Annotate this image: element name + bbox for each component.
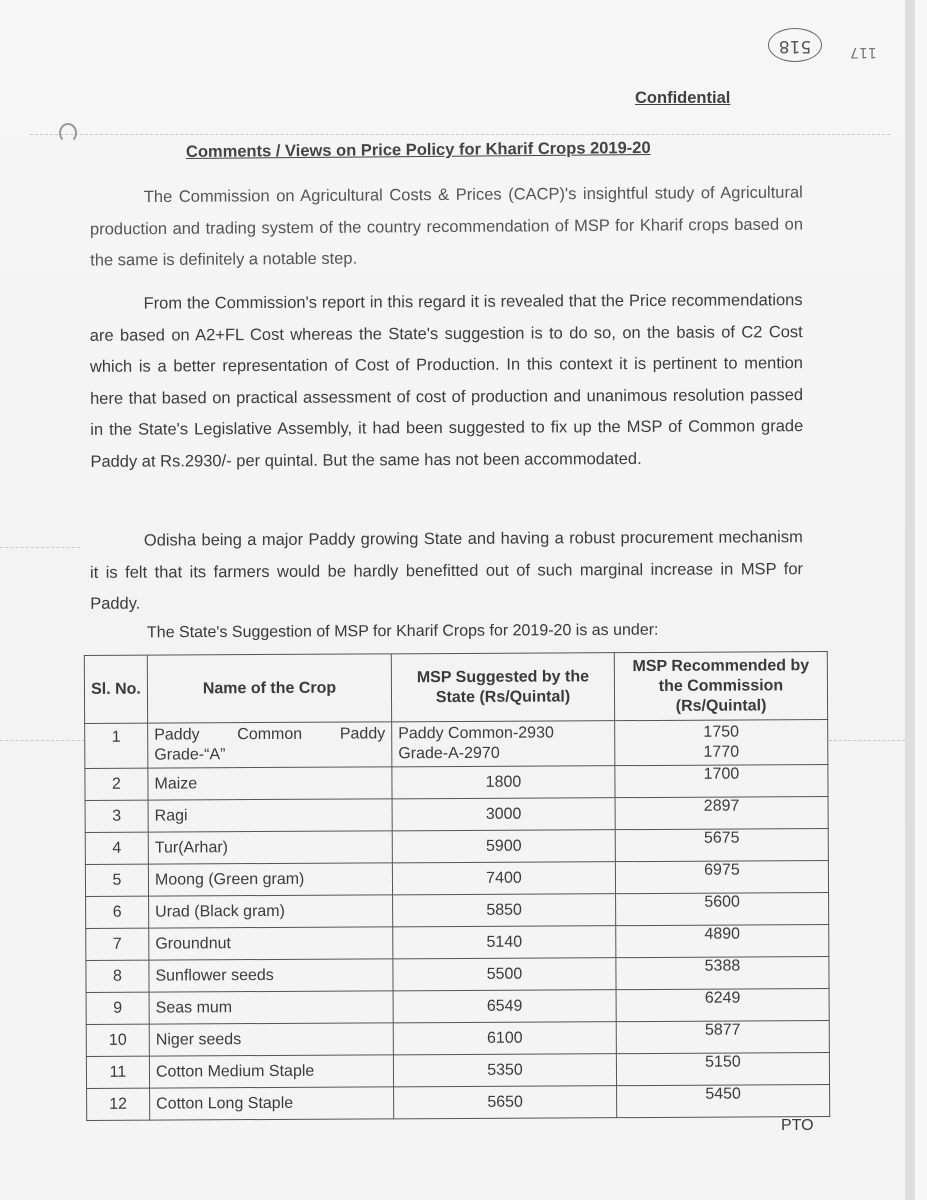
- cell-sl: 12: [87, 1088, 150, 1120]
- table-row: [86, 989, 829, 1025]
- suggested-paddy-common: Paddy Common-2930: [398, 724, 554, 743]
- folio-number-side: 117: [850, 44, 877, 60]
- cell-suggested: 6100: [393, 1022, 616, 1055]
- cell-recommended: [615, 720, 828, 766]
- cell-sl: 3: [85, 800, 148, 832]
- table-row: [86, 957, 829, 993]
- folio-number-circled: 518: [768, 28, 822, 62]
- table-header-row: [84, 652, 827, 724]
- header-msp-suggested: MSP Suggested by the State (Rs/Quintal): [391, 653, 614, 722]
- scan-artifact-line: [829, 740, 905, 741]
- recommended-paddy-common: 1750: [703, 723, 740, 741]
- cell-recommended: 5150: [616, 1053, 829, 1086]
- header-msp-recommended: MSP Recommended by the Commission (Rs/Quintal): [614, 652, 827, 721]
- header-sl-no: Sl. No.: [84, 655, 147, 723]
- table-row: [86, 1053, 829, 1089]
- scan-artifact-line: [0, 740, 85, 741]
- cell-suggested: 5500: [393, 958, 616, 991]
- cell-crop: Seas mum: [149, 991, 393, 1024]
- cell-recommended: 5600: [616, 893, 829, 926]
- please-turn-over-label: PTO: [781, 1117, 814, 1134]
- cell-sl: 2: [85, 768, 148, 800]
- cell-suggested: 5350: [393, 1054, 616, 1087]
- scan-artifact-line: [30, 134, 890, 135]
- cell-recommended: 6249: [616, 989, 829, 1022]
- cell-suggested: 1800: [392, 766, 615, 799]
- scanner-edge-margin: [915, 0, 927, 1200]
- cell-sl: 8: [86, 960, 149, 992]
- header-crop-name: Name of the Crop: [147, 654, 391, 723]
- cell-suggested: 3000: [392, 798, 615, 831]
- table-intro: The State's Suggestion of MSP for Kharif Crops for 2019-20 is as under:: [146, 621, 659, 642]
- cell-suggested: 5140: [393, 926, 616, 959]
- cell-sl: 7: [86, 928, 149, 960]
- table-row: [85, 720, 828, 769]
- cell-recommended: 1700: [615, 765, 828, 798]
- cell-sl: 5: [85, 864, 148, 896]
- cell-recommended: 2897: [615, 797, 828, 830]
- document-title: Comments / Views on Price Policy for Kharif Crops 2019-20: [185, 138, 651, 162]
- cell-suggested: 5900: [392, 830, 615, 863]
- table-row: [85, 829, 828, 865]
- paragraph-cost-basis: From the Commission's report in this regard it is revealed that the Price recommendations are based on A2+FL Cost whereas the State's suggestion is to do so, on the basis of C2 Cost which is a better representation of Cost of Production. In this context it is pertinent to mention here that based on practical assessment of cost of production and unanimous resolution passed in the State's Legislative Assembly, it had been suggested to fix up the MSP of Common grade Paddy at Rs.2930/- per quintal. But the same has not been accommodated.: [89, 291, 804, 471]
- cell-crop: Niger seeds: [149, 1023, 393, 1056]
- cell-recommended: 5388: [616, 957, 829, 990]
- cell-recommended: 5450: [617, 1085, 830, 1118]
- cell-recommended: 6975: [615, 861, 828, 894]
- cell-crop: Cotton Medium Staple: [149, 1055, 393, 1088]
- cell-crop: Urad (Black gram): [149, 895, 393, 928]
- cell-sl: 1: [85, 723, 148, 768]
- cell-suggested: 5850: [393, 894, 616, 927]
- cell-crop: Maize: [148, 767, 392, 800]
- table-row: [85, 765, 828, 801]
- cell-recommended: 4890: [616, 925, 829, 958]
- table-row: [86, 893, 829, 929]
- cell-suggested: 5650: [394, 1086, 617, 1119]
- cell-recommended: 5877: [616, 1021, 829, 1054]
- cell-crop: Cotton Long Staple: [150, 1087, 394, 1120]
- scan-artifact-line: [0, 547, 80, 548]
- suggested-paddy-grade-a: Grade-A-2970: [398, 744, 500, 763]
- cell-crop: Paddy Common Paddy Grade-“A”: [148, 722, 392, 768]
- cell-crop: Sunflower seeds: [149, 959, 393, 992]
- paragraph-odisha-paddy: Odisha being a major Paddy growing State and having a robust procurement mechanism it is felt that its farmers would be hardly benefitted out of such marginal increase in MSP for Paddy.: [89, 528, 804, 613]
- msp-table: [84, 651, 830, 1121]
- cell-sl: 10: [86, 1024, 149, 1056]
- recommended-paddy-grade-a: 1770: [703, 743, 740, 761]
- cell-suggested: [392, 721, 615, 767]
- cell-sl: 4: [85, 832, 148, 864]
- table-row: [87, 1085, 830, 1121]
- cell-suggested: 6549: [393, 990, 616, 1023]
- punch-hole-mark: [59, 123, 77, 143]
- cell-suggested: 7400: [392, 862, 615, 895]
- table-row: [85, 797, 828, 833]
- cell-sl: 6: [86, 896, 149, 928]
- cell-sl: 11: [86, 1056, 149, 1088]
- cell-crop: Ragi: [148, 799, 392, 832]
- table-row: [86, 925, 829, 961]
- cell-crop: Groundnut: [149, 927, 393, 960]
- paragraph-cacp-study: The Commission on Agricultural Costs & Prices (CACP)'s insightful study of Agricultural production and trading system of the country recommendation of MSP for Kharif crops based on the same is definitely a notable step.: [89, 183, 804, 270]
- cell-recommended: 5675: [615, 829, 828, 862]
- cell-crop: Tur(Arhar): [148, 831, 392, 864]
- cell-sl: 9: [86, 992, 149, 1024]
- table-row: [85, 861, 828, 897]
- cell-crop: Moong (Green gram): [148, 863, 392, 896]
- table-row: [86, 1021, 829, 1057]
- confidential-label: Confidential: [635, 89, 731, 107]
